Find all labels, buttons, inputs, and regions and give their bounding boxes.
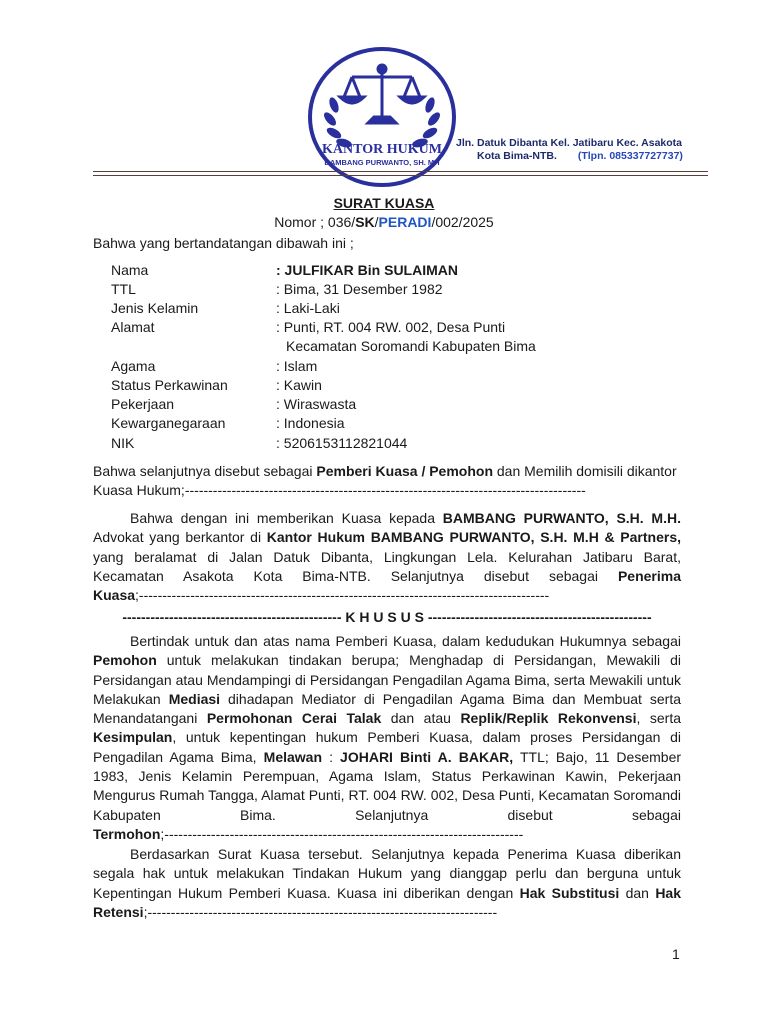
value-pekerjaan: : Wiraswasta: [276, 396, 357, 412]
logo-text-1: KANTOR HUKUM: [322, 142, 442, 157]
paragraph-hak-substitusi: Berdasarkan Surat Kuasa tersebut. Selanjutnya kepada Penerima Kuasa diberikan segala hak untuk melakukan Tindakan Hukum yang dianggap perlu dan berguna untuk Kepentingan Hukum Pemberi Kuasa. Kuasa ini diberikan dengan Hak Substitusi dan Hak Retensi;---------------------------------------------------------------------------: [93, 846, 681, 920]
label-ttl: TTL: [111, 281, 136, 297]
document-number: Nomor ; 036/SK/PERADI/002/2025: [274, 214, 494, 230]
label-status-perkawinan: Status Perkawinan: [111, 377, 228, 393]
page-number: 1: [672, 946, 680, 962]
label-nik: NIK: [111, 435, 135, 451]
document-title: SURAT KUASA: [333, 195, 435, 211]
value-kewarganegaraan: : Indonesia: [276, 415, 345, 431]
value-ttl: : Bima, 31 Desember 1982: [276, 281, 443, 297]
paragraph-penerima-kuasa: Bahwa dengan ini memberikan Kuasa kepada BAMBANG PURWANTO, S.H. M.H. Advokat yang berkantor di Kantor Hukum BAMBANG PURWANTO, S.H. M.H & Partners, yang beralamat di Jalan Datuk Dibanta, Lingkungan Lela. Kelurahan Jatibaru Barat, Kecamatan Asakota Kota Bima-NTB. Selanjutnya disebut sebagai Penerima Kuasa;----------------------------------------------------------------------------------------: [93, 510, 681, 604]
label-pekerjaan: Pekerjaan: [111, 396, 175, 412]
letterhead-rule-2: [93, 175, 708, 176]
address-city: Kota Bima-NTB.: [477, 150, 557, 162]
label-nama: Nama: [111, 262, 149, 278]
label-agama: Agama: [111, 358, 156, 374]
label-jenis-kelamin: Jenis Kelamin: [111, 300, 199, 316]
phone-number: (Tlpn. 085337727737): [577, 150, 683, 162]
intro-text: Bahwa yang bertandatangan dibawah ini ;: [93, 235, 354, 251]
address-line-2: [477, 150, 683, 162]
value-alamat-line-2: Kecamatan Soromandi Kabupaten Bima: [286, 338, 536, 354]
paragraph-pemberi-kuasa: Bahwa selanjutnya disebut sebagai Pemberi Kuasa / Pemohon dan Memilih domisili dikantor Kuasa Hukum;--------------------------------------------------------------------------------------: [93, 463, 677, 499]
khusus-separator: ----------------------------------------------- K H U S U S ------------------------------------------------: [122, 609, 652, 625]
value-alamat: : Punti, RT. 004 RW. 002, Desa Punti: [276, 319, 506, 335]
value-nik: : 5206153112821044: [276, 435, 408, 451]
paragraph-kuasa-khusus: Bertindak untuk dan atas nama Pemberi Kuasa, dalam kedudukan Hukumnya sebagai Pemohon untuk melakukan tindakan berupa; Menghadap di Persidangan, Mewakili di Persidangan atau Mendampingi di Persidangan Pengadilan Agama Bima, serta Mewakili untuk Melakukan Mediasi dihadapan Mediator di Pengadilan Agama Bima dan Membuat serta Menandatangani Permohonan Cerai Talak dan atau Replik/Replik Rekonvensi, serta Kesimpulan, untuk kepentingan hukum Pemberi Kuasa, dalam proses Persidangan di Pengadilan Agama Bima, Melawan : JOHARI Binti A. BAKAR, TTL; Bajo, 11 Desember 1983, Jenis Kelamin Perempuan, Agama Islam, Status Perkawinan Kawin, Pekerjaan Mengurus Rumah Tangga, Alamat Punti, RT. 004 RW. 002, Desa Punti, Kecamatan Soromandi Kabupaten Bima. Selanjutnya disebut sebagai Termohon;-----------------------------------------------------------------------------: [93, 633, 682, 842]
address-line-1: Jln. Datuk Dibanta Kel. Jatibaru Kec. Asakota: [456, 137, 683, 149]
value-status-perkawinan: : Kawin: [276, 377, 322, 393]
value-agama: : Islam: [276, 358, 318, 374]
label-kewarganegaraan: Kewarganegaraan: [111, 415, 226, 431]
law-office-logo: [306, 47, 458, 199]
value-jenis-kelamin: : Laki-Laki: [276, 300, 340, 316]
value-nama: : JULFIKAR Bin SULAIMAN: [276, 262, 458, 278]
label-alamat: Alamat: [111, 319, 155, 335]
scales-icon: [340, 65, 424, 123]
letterhead-rule-1: [93, 171, 708, 172]
logo-text-2: BAMBANG PURWANTO, SH. MH: [324, 158, 440, 167]
